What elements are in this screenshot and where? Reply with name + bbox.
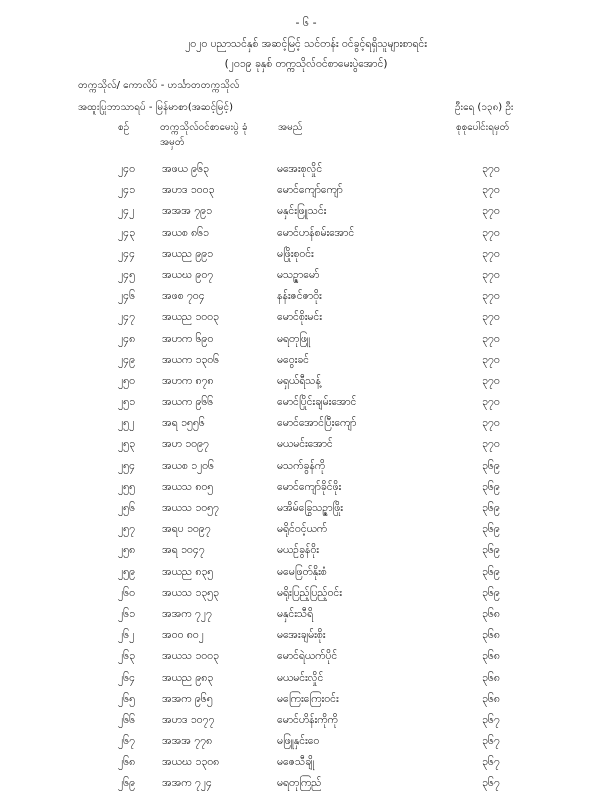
student-name: မဇေသီချို — [277, 756, 315, 769]
roll-number: အဟက ၆၉၀ — [162, 332, 214, 345]
total-marks: ၃၇၀ — [482, 311, 500, 324]
row-number: ၂၅၃ — [118, 438, 135, 451]
table-row — [0, 502, 612, 523]
student-name: မရတုဖြူ — [277, 332, 311, 345]
row-number: ၂၅၀ — [118, 374, 135, 387]
row-number: ၂၄၁ — [118, 184, 135, 197]
total-marks: ၃၇၀ — [482, 226, 500, 239]
student-list — [0, 163, 612, 799]
row-number: ၂၄၇ — [118, 311, 135, 324]
row-number: ၂၅၁ — [118, 396, 135, 409]
total-marks: ၃၆၇ — [482, 713, 500, 726]
student-name: မယဉ်ခွန်ဝိုး — [277, 544, 319, 557]
total-marks: ၃၆၉ — [482, 586, 500, 599]
row-number: ၂၄၂ — [118, 205, 135, 218]
total-count: ဦးရေ (၁၃၈) ဦး — [455, 102, 514, 113]
student-name: မောင်ကျော်ခိုင်ဖိုး — [277, 480, 342, 493]
total-marks: ၃၇၀ — [482, 396, 500, 409]
total-marks: ၃၇၀ — [482, 374, 500, 387]
roll-number: အယသ ၁၀၀၃ — [162, 650, 219, 663]
student-name: မယမင်းအောင် — [277, 438, 333, 451]
student-name: နန်းဇင်ဇာဝိုး — [277, 290, 322, 303]
table-row — [0, 311, 612, 332]
total-marks: ၃၆၈ — [482, 671, 500, 684]
roll-number: အအအ ၇၇၈ — [162, 735, 213, 748]
row-number: ၂၄၉ — [118, 353, 135, 366]
student-name: မမေဖြတ်နိုးစံ — [277, 565, 327, 578]
roll-number: အယစ ၁၂၀၆ — [162, 459, 214, 472]
department-label: တက္ကသိုလ်/ ကောလိပ် - ဟင်္သာတတက္ကသိုလ် — [78, 80, 240, 91]
total-marks: ၃၆၇ — [482, 735, 500, 748]
total-marks: ၃၇၀ — [482, 332, 500, 345]
student-name: မရှယ်ရီသန့် — [277, 374, 321, 387]
student-name: မသက်ခွန်ကို — [277, 459, 326, 472]
roll-number: အအက ၇၂၄ — [162, 777, 212, 790]
row-number: ၂၆၁ — [118, 607, 135, 620]
roll-number: အရ ၁၅၅၆ — [162, 417, 205, 430]
major-label: အထူးပြုဘာသာရပ် - မြန်မာစာ(အဆင့်မြင့်) — [78, 102, 233, 113]
total-marks: ၃၇၀ — [482, 247, 500, 260]
roll-number: အယက ၉၆၆ — [162, 396, 214, 409]
document-title: ၂၀၂၀ ပညာသင်နှစ် အဆင့်မြင့် သင်တန်း ဝင်ခွင့်ရရှိသူများစာရင်း — [185, 38, 427, 50]
roll-number: အယသ ၁၀၅၇ — [162, 502, 219, 514]
table-row — [0, 523, 612, 544]
table-row — [0, 269, 612, 290]
table-row — [0, 693, 612, 714]
row-number: ၂၄၈ — [118, 332, 136, 345]
row-number: ၂၄၆ — [118, 290, 135, 303]
total-marks: ၃၇၀ — [482, 205, 500, 218]
roll-number: အအအ ၇၉၁ — [162, 205, 212, 218]
table-row — [0, 227, 612, 248]
row-number: ၂၆၅ — [118, 692, 135, 705]
row-number: ၂၆၂ — [118, 629, 135, 642]
student-name: မောင်ရဲယက်ပိုင် — [277, 650, 338, 663]
roll-number: အဟက ၈၇၈ — [162, 374, 214, 387]
table-row — [0, 672, 612, 693]
student-name: မသဉ္ဇာမော် — [277, 268, 320, 281]
student-name: မောင်အောင်ပြီးကျော် — [277, 417, 357, 430]
table-row — [0, 756, 612, 777]
row-number: ၂၆၃ — [118, 650, 135, 663]
roll-number: အယဃ ၁၃၀၈ — [162, 756, 220, 769]
table-row — [0, 248, 612, 269]
total-marks: ၃၆၈ — [482, 629, 500, 642]
header-roll-number: တက္ကသိုလ်ဝင်စာမေးပွဲ ခုံအမှတ် — [160, 122, 248, 148]
table-row — [0, 375, 612, 396]
table-row — [0, 163, 612, 184]
student-name: မောင်ပြိုင်းချမ်းအောင် — [277, 396, 357, 409]
table-row — [0, 777, 612, 798]
roll-number: အဟဒ ၁၀၇၇ — [162, 713, 215, 726]
total-marks: ၃၆၇ — [482, 756, 500, 769]
roll-number: အဟ ၁၀၉၇ — [162, 438, 209, 451]
total-marks: ၃၇၀ — [482, 268, 500, 281]
student-name: မအိမ်ခြွေသဉ္ဇာဖြိုး — [277, 502, 343, 514]
table-row — [0, 184, 612, 205]
student-name: မအေးစုလှိုင် — [277, 163, 323, 175]
header-no: စဉ် — [118, 122, 130, 133]
student-name: မဝွေးခင် — [277, 353, 309, 366]
row-number: ၂၆၈ — [118, 756, 136, 769]
student-name: မရိုးပြည့်ပြည့်ဝင်း — [277, 586, 342, 599]
table-row — [0, 587, 612, 608]
table-row — [0, 714, 612, 735]
row-number: ၂၄၀ — [118, 163, 135, 175]
row-number: ၂၅၄ — [118, 459, 135, 472]
row-number: ၂၆၄ — [118, 671, 135, 684]
student-name: မကြေးကြေးဝင်း — [277, 692, 339, 705]
table-row — [0, 438, 612, 459]
table-row — [0, 544, 612, 565]
row-number: ၂၅၆ — [118, 502, 135, 514]
roll-number: အဖစ ၇၀၄ — [162, 290, 205, 303]
total-marks: ၃၆၉ — [482, 502, 500, 514]
table-row — [0, 735, 612, 756]
student-name: မောင်ဟန်စမ်းအောင် — [277, 226, 355, 239]
total-marks: ၃၇၀ — [482, 353, 500, 366]
roll-number: အဟဒ ၁၀၀၃ — [162, 184, 215, 197]
row-number: ၂၄၄ — [118, 247, 135, 260]
row-number: ၂၆၆ — [118, 713, 135, 726]
total-marks: ၃၆၈ — [482, 650, 500, 663]
student-name: မရိုင်ဝင့်ယက် — [277, 523, 328, 536]
roll-number: အယစ ၈၆၁ — [162, 226, 209, 239]
row-number: ၂၅၉ — [118, 565, 135, 578]
student-name: မဖြူနှင်းဝေ — [277, 735, 320, 748]
table-row — [0, 608, 612, 629]
total-marks: ၃၆၉ — [482, 565, 500, 578]
roll-number: အအက ၇၂၇ — [162, 607, 212, 620]
table-row — [0, 417, 612, 438]
table-row — [0, 566, 612, 587]
header-name: အမည် — [278, 122, 303, 133]
table-row — [0, 290, 612, 311]
row-number: ၂၅၈ — [118, 544, 136, 557]
row-number: ၂၅၅ — [118, 480, 135, 493]
roll-number: အယသ ၁၃၅၃ — [162, 586, 219, 599]
roll-number: အရပ ၁၀၉၇ — [162, 523, 211, 536]
total-marks: ၃၇၀ — [482, 417, 500, 430]
row-number: ၂၆၀ — [118, 586, 135, 599]
roll-number: အယည ၉၉၁ — [162, 247, 214, 260]
roll-number: အယက ၁၃၀၆ — [162, 353, 220, 366]
student-name: မနှင်းသီရိ — [277, 607, 314, 620]
roll-number: အအက ၉၆၅ — [162, 692, 213, 705]
total-marks: ၃၆၉ — [482, 480, 500, 493]
roll-number: အဝ၀ ၈၀၂ — [162, 629, 204, 642]
table-row — [0, 629, 612, 650]
table-row — [0, 481, 612, 502]
table-row — [0, 650, 612, 671]
roll-number: အယည ၁၀၀၃ — [162, 311, 219, 324]
roll-number: အယည ၉၈၃ — [162, 671, 214, 684]
student-name: မောင်ကျော်ကျော် — [277, 184, 343, 197]
total-marks: ၃၆၉ — [482, 544, 500, 557]
total-marks: ၃၆၈ — [482, 607, 500, 620]
header-marks: စုစုပေါင်းရမှတ် — [456, 122, 510, 133]
student-name: မောင်စိုးမင်း — [277, 311, 322, 324]
total-marks: ၃၆၈ — [482, 692, 500, 705]
table-row — [0, 396, 612, 417]
table-row — [0, 354, 612, 375]
student-name: မရတုကြည် — [277, 777, 322, 790]
roll-number: အယဃ ၉၀၇ — [162, 268, 214, 281]
row-number: ၂၅၂ — [118, 417, 135, 430]
row-number: ၂၅၇ — [118, 523, 135, 536]
student-name: မယမင်းလှိုင် — [277, 671, 324, 684]
roll-number: အယသ ၈၀၅ — [162, 480, 214, 493]
row-number: ၂၆၉ — [118, 777, 135, 790]
roll-number: အဖယ ၉၆၃ — [162, 163, 209, 175]
total-marks: ၃၇၀ — [482, 290, 500, 303]
row-number: ၂၄၃ — [118, 226, 135, 239]
roll-number: အရ ၁၀၄၇ — [162, 544, 205, 557]
table-row — [0, 205, 612, 226]
total-marks: ၃၆၉ — [482, 523, 500, 536]
row-number: ၂၄၅ — [118, 268, 135, 281]
total-marks: ၃၇၀ — [482, 163, 500, 175]
table-row — [0, 333, 612, 354]
student-name: မနှင်းဖြူသင်း — [277, 205, 327, 218]
page-number: - ၆ - — [295, 16, 317, 29]
row-number: ၂၆၇ — [118, 735, 135, 748]
student-name: မောင်ဟိန်းကိုကို — [277, 713, 338, 726]
document-subtitle: (၂၀၁၉ ခုနှစ် တက္ကသိုလ်ဝင်စာမေးပွဲအောင်) — [224, 58, 388, 70]
total-marks: ၃၆၉ — [482, 459, 500, 472]
table-row — [0, 460, 612, 481]
student-name: မဖြိုးစုဝင်း — [277, 247, 314, 260]
total-marks: ၃၇၀ — [482, 184, 500, 197]
total-marks: ၃၆၇ — [482, 777, 500, 790]
student-name: မအေးချမ်းစိုး — [277, 629, 326, 642]
roll-number: အယည ၈၃၅ — [162, 565, 214, 578]
total-marks: ၃၇၀ — [482, 438, 500, 451]
